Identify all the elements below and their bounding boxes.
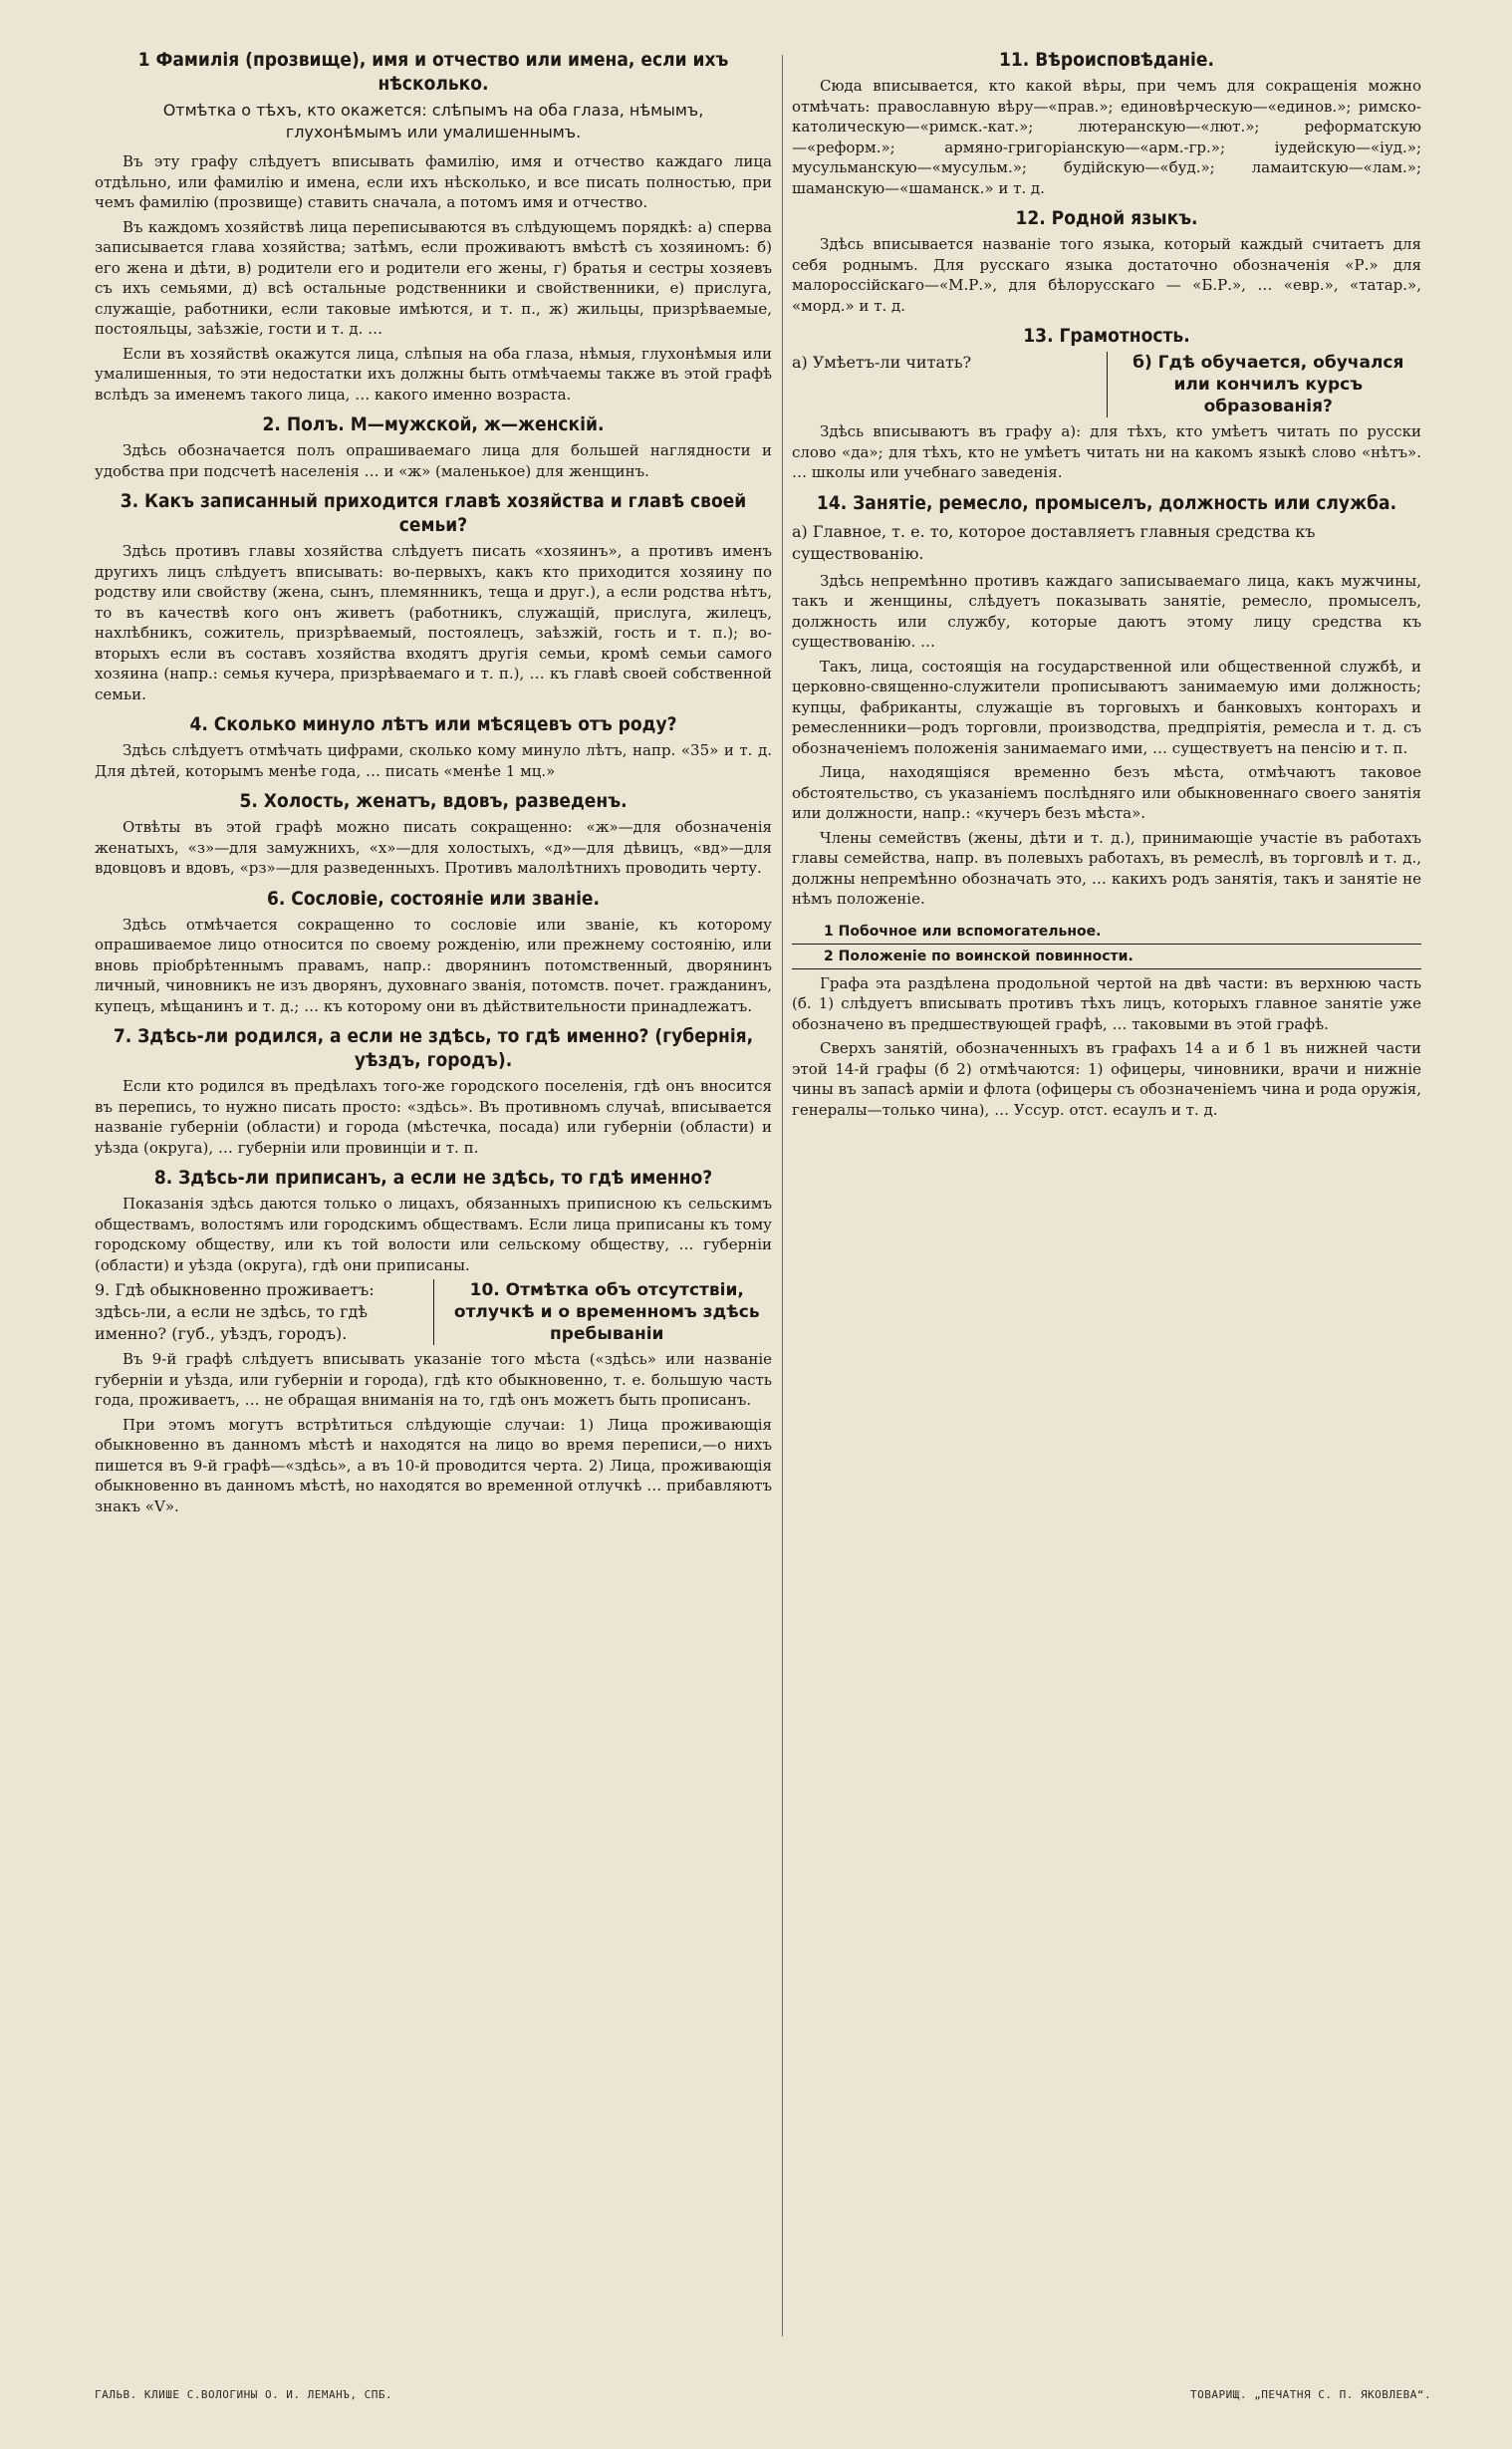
section-12-title: 12. Родной языкъ. [1015,207,1198,229]
section-8-paragraph: Показанія здѣсь даются только о лицахъ, обязанныхъ приписною къ сельскимъ обществамъ, волостямъ или городскимъ обществамъ. Если лица приписаны къ тому городскому обществу, или къ той волости или сельскому обществу, … губерніи (области) и уѣзда (округа), гдѣ они приписаны. [95,1195,772,1274]
section-3-title: 3. Какъ записанный приходится главѣ хозяйства и главѣ своей семьи? [120,490,747,536]
section-4-title: 4. Сколько минуло лѣтъ или мѣсяцевъ отъ роду? [189,713,677,735]
left-column [95,40,772,2353]
section-1-paragraph: Въ каждомъ хозяйствѣ лица переписываются въ слѣдующемъ порядкѣ: а) сперва записывается глава хозяйства; затѣмъ, если проживаютъ вмѣстѣ съ хозяиномъ: б) его жена и дѣти, в) родители его и родители его жены, г) братья и сестры хозяевъ съ ихъ семьями, д) всѣ остальные родственники и свойственники, е) прислуга, служащіе, работники, если таковые имѣются, и т. п., ж) жильцы, призрѣваемые, постояльцы, заѣзжіе, гости и т. д. … [95,217,772,338]
column-divider [782,55,783,2336]
section-4-paragraph: Здѣсь слѣдуетъ отмѣчать цифрами, сколько кому минуло лѣтъ, напр. «35» и т. д. Для дѣтей, которымъ менѣе года, … писать «менѣе 1 мц.» [95,741,772,780]
section-13-b-label: б) Гдѣ обучается, обучался или кончилъ курсъ образованія? [1133,353,1404,416]
section-14-b-items [792,920,1421,969]
section-1-title: 1 Фамилія (прозвище), имя и отчество или имена, если ихъ нѣсколько. [137,49,729,95]
section-9-title: 9. Гдѣ обыкновенно проживаетъ: здѣсь-ли, а если не здѣсь, то гдѣ именно? (губ., уѣздъ, городъ). [95,1280,375,1343]
section-5-paragraph: Отвѣты въ этой графѣ можно писать сокращенно: «ж»—для обозначенія женатыхъ, «з»—для замужнихъ, «х»—для холостыхъ, «д»—для дѣвицъ, «вд»—для вдовцовъ и вдовъ, «рз»—для разведенныхъ. Противъ малолѣтнихъ проводить черту. [95,818,772,877]
section-14-paragraph: Сверхъ занятій, обозначенныхъ въ графахъ 14 а и б 1 въ нижней части этой 14-й графы (б 2) отмѣчаются: 1) офицеры, чиновники, врачи и нижніе чины въ запасѣ арміи и флота (офицеры съ обозначеніемъ чина и рода оружія, генералы—только чина), … Уссур. отст. есаулъ и т. д. [792,1039,1421,1119]
section-1-paragraph: Если въ хозяйствѣ окажутся лица, слѣпыя на оба глаза, нѣмыя, глухонѣмыя или умалишенныя, то эти недостатки ихъ должны быть отмѣчаемы также въ этой графѣ вслѣдъ за именемъ такого лица, … какого именно возраста. [95,344,772,404]
section-3-paragraph: Здѣсь противъ главы хозяйства слѣдуетъ писать «хозяинъ», а противъ именъ другихъ лицъ слѣдуетъ вписывать: во-первыхъ, какъ кто приходится хозяину по родству или свойству (жена, сынъ, племянникъ, теща и друг.), а если родства нѣтъ, то въ качествѣ кого онъ живетъ (работникъ, служащій, прислуга, жилецъ, нахлѣбникъ, сожитель, призрѣваемый, постоялецъ, заѣзжій, гость и т. п.); во-вторыхъ если въ составъ хозяйства входятъ другія семьи, кромѣ семьи самого хозяина (напр.: семья кучера, призрѣваемаго и т. п.), … къ главѣ своей собственной семьи. [95,542,772,703]
section-7-paragraph: Если кто родился въ предѣлахъ того-же городского поселенія, гдѣ онъ вносится въ перепись, то нужно писать просто: «здѣсь». Въ противномъ случаѣ, вписывается названіе губерніи (области) и города (мѣстечка, посада) или губерніи (области) и уѣзда (округа), … губерніи или провинціи и т. п. [95,1077,772,1157]
section-11-paragraph: Сюда вписывается, кто какой вѣры, при чемъ для сокращенія можно отмѣчать: православную вѣру—«прав.»; единовѣрческую—«единов.»; римско-католическую—«римск.-кат.»; лютеранскую—«лют.»; реформатскую—«реформ.»; армяно-григоріанскую—«арм.-гр.»; іудейскую—«іуд.»; мусульманскую—«мусульм.»; будійскую—«буд.»; ламаитскую—«лам.»; шаманскую—«шаманск.» и т. д. [792,77,1421,197]
section-11-title: 11. Вѣроисповѣданіе. [999,49,1214,71]
section-14-paragraph: Члены семействъ (жены, дѣти и т. д.), принимающіе участіе въ работахъ главы семейства, напр. въ полевыхъ работахъ, въ ремеслѣ, въ торговлѣ и т. д., должны непремѣнно обозначать это, … какихъ родъ занятія, такъ и занятіе не нѣмъ положеніе. [792,828,1421,908]
printer-imprint-left: ГАЛЬВ. КЛИШЕ С.ВОЛОГИНЫ О. И. ЛЕМАНЪ, СПБ. [95,2388,393,2401]
section-2-paragraph: Здѣсь обозначается полъ опрашиваемаго лица для большей наглядности и удобства при подсчетѣ населенія … и «ж» (маленькое) для женщинъ. [95,441,772,480]
section-14-paragraph: Лица, находящіяся временно безъ мѣста, отмѣчаютъ таковое обстоятельство, съ указаніемъ послѣдняго или обыкновеннаго своего занятія или должности, напр.: «кучеръ безъ мѣста». [792,763,1421,822]
section-9-paragraph: При этомъ могутъ встрѣтиться слѣдующіе случаи: 1) Лица проживающія обыкновенно въ данномъ мѣстѣ и находятся на лицо во время переписи,—о нихъ пишется въ 9-й графѣ—«здѣсь», а въ 10-й проводится черта. 2) Лица, проживающія обыкновенно въ данномъ мѣстѣ, но находятся во временной отлучкѣ … прибавляютъ знакъ «V». [95,1415,772,1515]
section-13-paragraph: Здѣсь вписываютъ въ графу а): для тѣхъ, кто умѣетъ читать по русски слово «да»; для тѣхъ, кто не умѣетъ читать ни на какомъ языкѣ слово «нѣтъ». … школы или учебнаго заведенія. [792,422,1421,481]
section-6-paragraph: Здѣсь отмѣчается сокращенно то сословіе или званіе, къ которому опрашиваемое лицо относится по своему рожденію, или прежнему состоянію, или вновь пріобрѣтеннымъ правамъ, напр.: дворянинъ потомственный, дворянинъ личный, чиновникъ не изъ дворянъ, духовнаго званія, потомств. почет. гражданинъ, купецъ, мѣщанинъ и т. д.; … къ которому они въ дѣйствительности принадлежатъ. [95,915,772,1015]
section-14-paragraph: Здѣсь непремѣнно противъ каждаго записываемаго лица, какъ мужчины, такъ и женщины, слѣдуетъ показывать занятіе, ремесло, промыселъ, должность или службу, которые даютъ этому лицу средства къ существованію. … [792,571,1421,651]
section-5-title: 5. Холость, женатъ, вдовъ, разведенъ. [239,790,628,812]
section-1-paragraph: Въ эту графу слѣдуетъ вписывать фамилію, имя и отчество каждаго лица отдѣльно, или фамилію и имена, если ихъ нѣсколько, и все писать полностью, при чемъ фамилію (прозвище) ставить сначала, а потомъ имя и отчество. [95,152,772,211]
section-10-title: 10. Отмѣтка объ отсутствіи, отлучкѣ и о временномъ здѣсь пребываніи [453,1280,760,1344]
section-14-paragraph: Графа эта раздѣлена продольной чертой на двѣ части: въ верхнюю часть (б. 1) слѣдуетъ вписывать противъ тѣхъ лицъ, которыхъ главное занятіе уже обозначено въ предшествующей графѣ, … таковыми въ этой графѣ. [792,973,1421,1033]
section-13-title: 13. Грамотность. [1023,325,1190,347]
section-14-paragraph: Такъ, лица, состоящія на государственной или общественной службѣ, и церковно-священно-служители прописываютъ занимаемую ими должность; купцы, фабриканты, служащіе въ торговыхъ и банковыхъ конторахъ и ремесленники—родъ торговли, производства, предпріятія, ремесла и т. д. съ обозначеніемъ положенія занимаемаго ими, … существуетъ на пенсію и т. п. [792,657,1421,757]
section-9-paragraph: Въ 9-й графѣ слѣдуетъ вписывать указаніе того мѣста («здѣсь» или названіе губерніи и уѣзда, или губерніи и города), гдѣ кто обыкновенно, т. е. большую часть года, проживаетъ, … не обращая вниманія на то, гдѣ онъ можетъ быть прописанъ. [95,1350,772,1409]
section-13-a-label: а) Умѣетъ-ли читать? [792,353,972,372]
section-14-title: 14. Занятіе, ремесло, промыселъ, должность или служба. [816,491,1397,514]
section-1-note: Отмѣтка о тѣхъ, кто окажется: слѣпымъ на оба глаза, нѣмымъ, глухонѣмымъ или умалишеннымъ. [162,101,704,141]
section-14-b1-label: 1 Побочное или вспомогательное. [792,920,1421,945]
section-8-title: 8. Здѣсь-ли приписанъ, а если не здѣсь, то гдѣ именно? [153,1167,713,1189]
section-9-10-header [95,1279,772,1345]
right-column [792,40,1421,2353]
section-14-b2-label: 2 Положеніе по воинской повинности. [792,945,1421,969]
section-7-title: 7. Здѣсь-ли родился, а если не здѣсь, то гдѣ именно? (губернія, уѣздъ, городъ). [113,1025,754,1071]
section-12-paragraph: Здѣсь вписывается названіе того языка, который каждый считаетъ для себя роднымъ. Для русскаго языка достаточно обозначенія «Р.» для малороссійскаго—«М.Р.», для бѣлорусскаго — «Б.Р.», … «евр.», «татар.», «морд.» и т. д. [792,235,1421,315]
printer-imprint-right: ТОВАРИЩ. „ПЕЧАТНЯ С. П. ЯКОВЛЕВА“. [1190,2388,1432,2401]
section-divider-line [1107,352,1108,417]
section-14-subtitle: а) Главное, т. е. то, которое доставляетъ главныя средства къ существованію. [792,521,1316,563]
section-divider-line [433,1279,434,1345]
section-6-title: 6. Сословіе, состояніе или званіе. [266,887,601,910]
section-13-subheaders [792,352,1421,417]
section-2-title: 2. Полъ. М—мужской, ж—женскій. [262,413,605,435]
